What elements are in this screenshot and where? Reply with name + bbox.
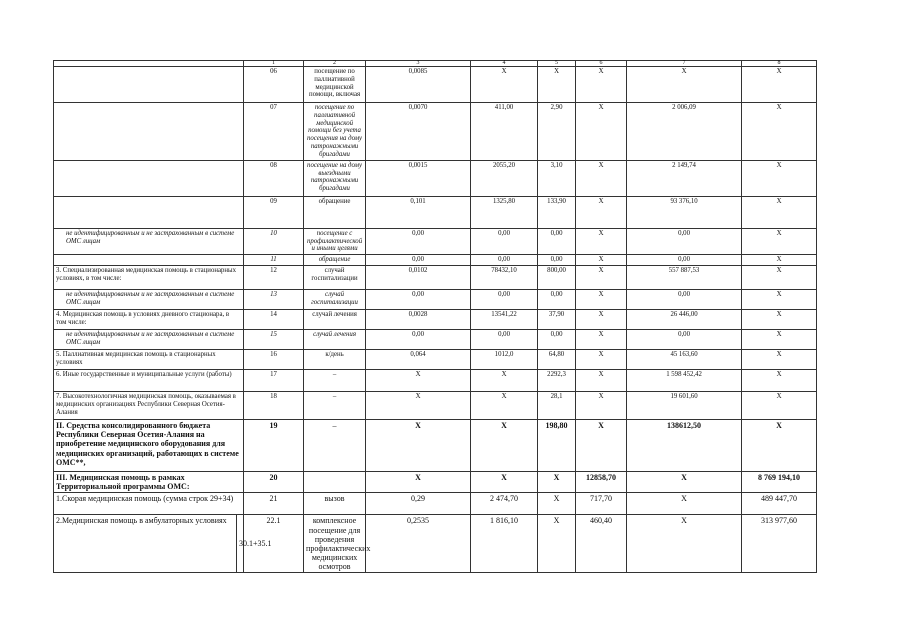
value-cell-4: 2055,20 bbox=[471, 160, 538, 196]
value-cell-8: Х bbox=[742, 329, 817, 349]
value-cell-4: 1325,80 bbox=[471, 196, 538, 228]
value-cell-7: Х bbox=[627, 493, 742, 515]
value-cell-7: 93 376,10 bbox=[627, 196, 742, 228]
value-cell-6: Х bbox=[576, 265, 627, 289]
row-unit: – bbox=[304, 419, 366, 471]
value-cell-7: 0,00 bbox=[627, 289, 742, 309]
row-unit: посещение по паллиативной медицинской помощи без учета посещения на дому патронажными бригадами bbox=[304, 103, 366, 161]
value-cell-8: Х bbox=[742, 196, 817, 228]
value-cell-5: 0,00 bbox=[538, 228, 576, 254]
table-row bbox=[54, 493, 817, 515]
value-cell-5: Х bbox=[538, 515, 576, 573]
value-cell-4: Х bbox=[471, 391, 538, 419]
row-label: II. Средства консолидированного бюджета Республики Северная Осетия-Алания на приобретение медицинского оборудования для медицинских организаций, работающих в системе ОМС**, bbox=[54, 419, 244, 471]
table-row bbox=[54, 515, 817, 573]
value-cell-7: Х bbox=[627, 515, 742, 573]
value-cell-4: 1 816,10 bbox=[471, 515, 538, 573]
value-cell-8: Х bbox=[742, 309, 817, 329]
financing-table bbox=[53, 60, 817, 573]
header-cell: 1 bbox=[244, 61, 304, 67]
value-cell-6: Х bbox=[576, 103, 627, 161]
value-cell-5: Х bbox=[538, 493, 576, 515]
header-cell: 3 bbox=[366, 61, 471, 67]
table-row bbox=[54, 391, 817, 419]
row-label: 6. Иные государственные и муниципальные услуги (работы) bbox=[54, 369, 244, 391]
value-cell-5: 133,90 bbox=[538, 196, 576, 228]
value-cell-4: 0,00 bbox=[471, 289, 538, 309]
header-cell: 5 bbox=[538, 61, 576, 67]
row-code: 11 bbox=[244, 255, 304, 266]
value-cell-3: Х bbox=[366, 369, 471, 391]
row-unit: – bbox=[304, 391, 366, 419]
row-label: 5. Паллиативная медицинская помощь в стационарных условиях bbox=[54, 349, 244, 369]
value-cell-3: 0,0102 bbox=[366, 265, 471, 289]
row-unit: вызов bbox=[304, 493, 366, 515]
value-cell-3: 0,0085 bbox=[366, 67, 471, 103]
value-cell-3: 0,29 bbox=[366, 493, 471, 515]
row-code: 18 bbox=[244, 391, 304, 419]
value-cell-7: 2 149,74 bbox=[627, 160, 742, 196]
value-cell-4: 411,00 bbox=[471, 103, 538, 161]
row-unit: обращение bbox=[304, 255, 366, 266]
row-unit: обращение bbox=[304, 196, 366, 228]
row-label: не идентифицированным и не застрахованным в системе ОМС лицам bbox=[54, 289, 244, 309]
row-code: 22.1 bbox=[244, 515, 304, 573]
value-cell-6: Х bbox=[576, 255, 627, 266]
value-cell-3: 0,0070 bbox=[366, 103, 471, 161]
table-row bbox=[54, 329, 817, 349]
value-cell-7: 45 163,60 bbox=[627, 349, 742, 369]
table-row bbox=[54, 103, 817, 161]
value-cell-5: 64,80 bbox=[538, 349, 576, 369]
row-code: 13 bbox=[244, 289, 304, 309]
row-label: 1.Скорая медицинская помощь (сумма строк 29+34) bbox=[54, 493, 244, 515]
row-label bbox=[54, 103, 244, 161]
row-code: 21 bbox=[244, 493, 304, 515]
row-unit: случай лечения bbox=[304, 309, 366, 329]
value-cell-5: 2292,3 bbox=[538, 369, 576, 391]
value-cell-4: Х bbox=[471, 471, 538, 492]
value-cell-8: Х bbox=[742, 289, 817, 309]
table-row bbox=[54, 196, 817, 228]
value-cell-6: Х bbox=[576, 160, 627, 196]
row-label: III. Медицинская помощь в рамках Территориальной программы ОМС: bbox=[54, 471, 244, 492]
row-label: 2.Медицинская помощь в амбулаторных условиях bbox=[54, 515, 237, 573]
value-cell-8: 8 769 194,10 bbox=[742, 471, 817, 492]
table-row bbox=[54, 160, 817, 196]
row-label: не идентифицированным и не застрахованным в системе ОМС лицам bbox=[54, 228, 244, 254]
value-cell-4: 0,00 bbox=[471, 329, 538, 349]
row-code: 10 bbox=[244, 228, 304, 254]
table-row bbox=[54, 67, 817, 103]
value-cell-5: 0,00 bbox=[538, 329, 576, 349]
row-unit bbox=[304, 471, 366, 492]
value-cell-5: Х bbox=[538, 471, 576, 492]
row-unit: посещение с профилактической и иными целями bbox=[304, 228, 366, 254]
row-unit: посещение на дому выездными патронажными бригадами bbox=[304, 160, 366, 196]
value-cell-3: 0,064 bbox=[366, 349, 471, 369]
row-label: 7. Высокотехнологичная медицинская помощь, оказываемая в медицинских организациях Республики Северная Осетия-Алания bbox=[54, 391, 244, 419]
row-unit: случай госпитализации bbox=[304, 265, 366, 289]
value-cell-8: Х bbox=[742, 419, 817, 471]
value-cell-5: 37,90 bbox=[538, 309, 576, 329]
value-cell-6: Х bbox=[576, 289, 627, 309]
row-code: 15 bbox=[244, 329, 304, 349]
value-cell-5: 2,90 bbox=[538, 103, 576, 161]
table-row bbox=[54, 228, 817, 254]
row-label bbox=[54, 255, 244, 266]
value-cell-4: 1012,0 bbox=[471, 349, 538, 369]
table-row bbox=[54, 265, 817, 289]
header-cell: 4 bbox=[471, 61, 538, 67]
value-cell-5: 0,00 bbox=[538, 255, 576, 266]
value-cell-4: 2 474,70 bbox=[471, 493, 538, 515]
value-cell-7: 0,00 bbox=[627, 228, 742, 254]
row-code: 14 bbox=[244, 309, 304, 329]
row-code: 17 bbox=[244, 369, 304, 391]
value-cell-8: Х bbox=[742, 391, 817, 419]
value-cell-6: Х bbox=[576, 391, 627, 419]
value-cell-8: Х bbox=[742, 265, 817, 289]
value-cell-5: 0,00 bbox=[538, 289, 576, 309]
value-cell-7: Х bbox=[627, 67, 742, 103]
row-unit: посещение по паллиативной медицинской помощи, включая bbox=[304, 67, 366, 103]
value-cell-8: Х bbox=[742, 160, 817, 196]
value-cell-5: 800,00 bbox=[538, 265, 576, 289]
value-cell-7: Х bbox=[627, 471, 742, 492]
value-cell-3: 0,00 bbox=[366, 228, 471, 254]
value-cell-3: 0,0015 bbox=[366, 160, 471, 196]
table-row bbox=[54, 289, 817, 309]
row-unit: случай госпитализации bbox=[304, 289, 366, 309]
value-cell-4: 0,00 bbox=[471, 228, 538, 254]
value-cell-3: 0,00 bbox=[366, 289, 471, 309]
value-cell-7: 1 598 452,42 bbox=[627, 369, 742, 391]
row-label bbox=[54, 196, 244, 228]
value-cell-7: 0,00 bbox=[627, 255, 742, 266]
value-cell-7: 138612,50 bbox=[627, 419, 742, 471]
value-cell-3: Х bbox=[366, 471, 471, 492]
table-row bbox=[54, 309, 817, 329]
value-cell-6: Х bbox=[576, 419, 627, 471]
value-cell-8: Х bbox=[742, 349, 817, 369]
row-label bbox=[54, 160, 244, 196]
row-subcode: 30.1+35.1 bbox=[237, 515, 244, 573]
value-cell-6: 460,40 bbox=[576, 515, 627, 573]
row-label bbox=[54, 67, 244, 103]
value-cell-8: Х bbox=[742, 67, 817, 103]
row-unit: случай лечения bbox=[304, 329, 366, 349]
value-cell-8: Х bbox=[742, 255, 817, 266]
value-cell-6: Х bbox=[576, 329, 627, 349]
value-cell-4: Х bbox=[471, 419, 538, 471]
row-unit: к/день bbox=[304, 349, 366, 369]
value-cell-6: Х bbox=[576, 67, 627, 103]
row-label: 4. Медицинская помощь в условиях дневного стационара, в том числе: bbox=[54, 309, 244, 329]
value-cell-8: Х bbox=[742, 228, 817, 254]
value-cell-3: 0,2535 bbox=[366, 515, 471, 573]
row-code: 20 bbox=[244, 471, 304, 492]
value-cell-3: Х bbox=[366, 419, 471, 471]
header-cell: 7 bbox=[627, 61, 742, 67]
value-cell-5: Х bbox=[538, 67, 576, 103]
value-cell-4: 78432,10 bbox=[471, 265, 538, 289]
value-cell-4: 13541,22 bbox=[471, 309, 538, 329]
value-cell-5: 198,80 bbox=[538, 419, 576, 471]
value-cell-3: 0,00 bbox=[366, 255, 471, 266]
value-cell-3: 0,101 bbox=[366, 196, 471, 228]
value-cell-8: Х bbox=[742, 103, 817, 161]
value-cell-4: Х bbox=[471, 67, 538, 103]
value-cell-3: 0,0028 bbox=[366, 309, 471, 329]
value-cell-5: 3,10 bbox=[538, 160, 576, 196]
value-cell-4: 0,00 bbox=[471, 255, 538, 266]
table-row bbox=[54, 349, 817, 369]
value-cell-7: 26 446,00 bbox=[627, 309, 742, 329]
value-cell-3: 0,00 bbox=[366, 329, 471, 349]
value-cell-6: 12858,70 bbox=[576, 471, 627, 492]
row-code: 07 bbox=[244, 103, 304, 161]
row-code: 16 bbox=[244, 349, 304, 369]
table-row bbox=[54, 369, 817, 391]
table-row bbox=[54, 471, 817, 492]
header-cell: 2 bbox=[304, 61, 366, 67]
row-label: не идентифицированным и не застрахованным в системе ОМС лицам bbox=[54, 329, 244, 349]
value-cell-5: 28,1 bbox=[538, 391, 576, 419]
value-cell-6: Х bbox=[576, 309, 627, 329]
row-code: 06 bbox=[244, 67, 304, 103]
row-label: 3. Специализированная медицинская помощь в стационарных условиях, в том числе: bbox=[54, 265, 244, 289]
row-code: 19 bbox=[244, 419, 304, 471]
value-cell-6: Х bbox=[576, 349, 627, 369]
row-code: 09 bbox=[244, 196, 304, 228]
value-cell-8: 313 977,60 bbox=[742, 515, 817, 573]
value-cell-6: Х bbox=[576, 369, 627, 391]
value-cell-3: Х bbox=[366, 391, 471, 419]
value-cell-8: 489 447,70 bbox=[742, 493, 817, 515]
value-cell-6: 717,70 bbox=[576, 493, 627, 515]
table-row bbox=[54, 255, 817, 266]
value-cell-4: Х bbox=[471, 369, 538, 391]
row-code: 12 bbox=[244, 265, 304, 289]
row-unit: комплексное посещение для проведения профилактических медицинских осмотров bbox=[304, 515, 366, 573]
value-cell-7: 0,00 bbox=[627, 329, 742, 349]
value-cell-7: 557 887,53 bbox=[627, 265, 742, 289]
value-cell-6: Х bbox=[576, 228, 627, 254]
row-code: 08 bbox=[244, 160, 304, 196]
table-row bbox=[54, 419, 817, 471]
value-cell-7: 2 006,09 bbox=[627, 103, 742, 161]
row-unit: – bbox=[304, 369, 366, 391]
value-cell-6: Х bbox=[576, 196, 627, 228]
header-cell: 6 bbox=[576, 61, 627, 67]
value-cell-8: Х bbox=[742, 369, 817, 391]
value-cell-7: 19 601,60 bbox=[627, 391, 742, 419]
header-cell: 8 bbox=[742, 61, 817, 67]
